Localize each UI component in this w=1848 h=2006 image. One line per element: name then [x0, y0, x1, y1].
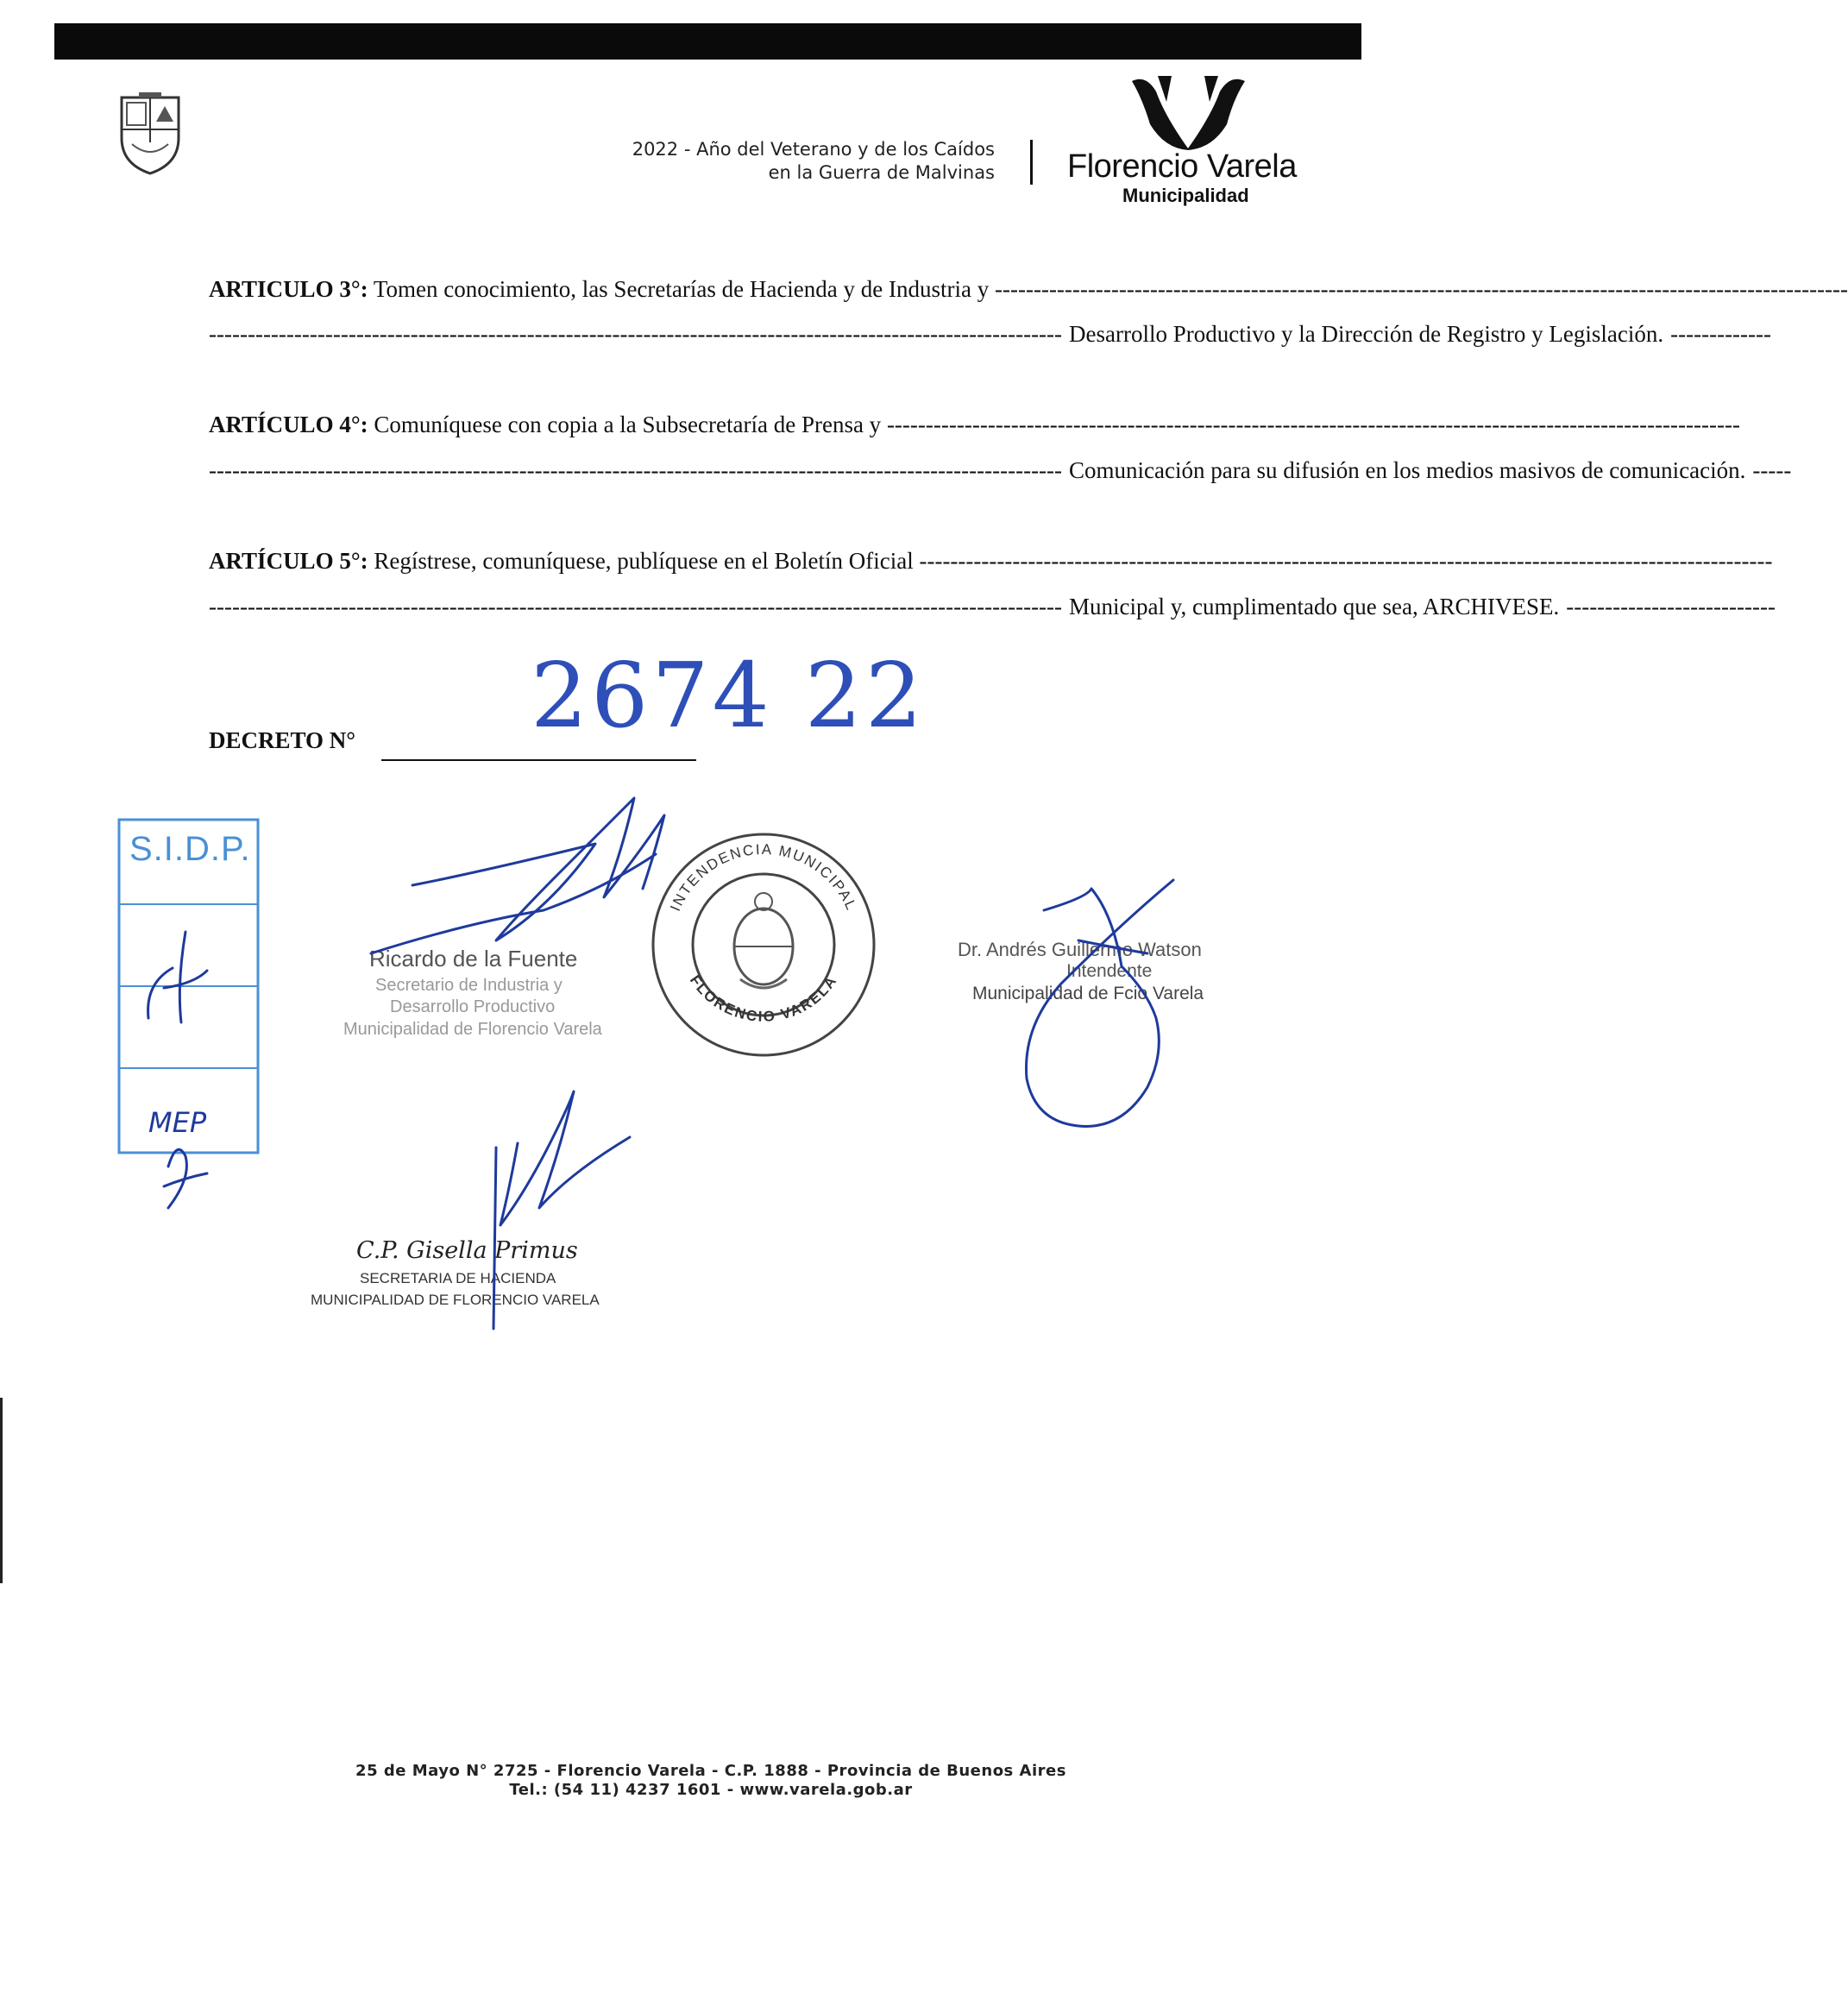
article-5-text1: Regístrese, comuníquese, publíquese en el Boletín Oficial — [368, 548, 920, 574]
signatory-gisella-title2: MUNICIPALIDAD DE FLORENCIO VARELA — [311, 1292, 600, 1308]
header-motto-line2: en la Guerra de Malvinas — [768, 162, 995, 183]
sidp-flourish — [164, 1149, 207, 1208]
header-motto — [632, 138, 995, 185]
article-3-text2: Desarrollo Productivo y la Dirección de Registro y Legislación. — [1069, 321, 1664, 347]
article-4-line1 — [209, 410, 1740, 439]
footer-contact: Tel.: (54 11) 4237 1601 - www.varela.gob.ar — [509, 1781, 913, 1799]
dash-fill: -------------------------------------------------------------------------------------------------------------- — [209, 457, 1063, 483]
municipal-seal — [638, 815, 889, 1066]
header-divider — [1030, 140, 1033, 185]
argentine-coat-of-arms-icon — [734, 893, 793, 988]
dash-fill: -------------------------------------------------------------------------------------------------------------- — [209, 594, 1063, 619]
seal-bottom-text: FLORENCIO VARELA — [686, 972, 841, 1026]
municipal-crest-icon — [116, 91, 184, 177]
article-5-label: ARTÍCULO 5°: — [209, 548, 368, 574]
article-3-line2 — [209, 319, 1772, 349]
decree-number-stamp: 2674 22 — [531, 643, 927, 748]
signatory-andres-title1: Intendente — [1066, 961, 1153, 981]
sidp-label: S.I.D.P. — [129, 830, 251, 868]
dash-fill: -------------------------------------------------------------------------------------------------------------- — [919, 548, 1773, 574]
top-scan-bar — [54, 23, 1361, 60]
signatory-gisella-title1: SECRETARIA DE HACIENDA — [360, 1270, 556, 1286]
article-4-text2: Comunicación para su difusión en los medios masivos de comunicación. — [1069, 457, 1746, 483]
dash-end: --------------------------- — [1566, 594, 1776, 619]
article-4-line2 — [209, 456, 1792, 485]
dash-end: ------------- — [1670, 321, 1772, 347]
logo-subtitle: Municipalidad — [1122, 185, 1249, 206]
signatory-ricardo-name: Ricardo de la Fuente — [369, 946, 578, 972]
footer-address: 25 de Mayo N° 2725 - Florencio Varela - C.P. 1888 - Provincia de Buenos Aires — [355, 1762, 1066, 1780]
signatory-gisella-name: C.P. Gisella Primus — [356, 1237, 578, 1264]
signatory-ricardo-title3: Municipalidad de Florencio Varela — [343, 1020, 602, 1039]
article-3-text1: Tomen conocimiento, las Secretarías de Hacienda y de Industria y — [368, 276, 995, 302]
logo-name: Florencio Varela — [1067, 148, 1297, 185]
seal-top-text: INTENDENCIA MUNICIPAL — [667, 840, 860, 914]
dash-fill: -------------------------------------------------------------------------------------------------------------- — [209, 321, 1063, 347]
signatory-ricardo-title1: Secretario de Industria y — [375, 976, 563, 995]
article-5-line2 — [209, 592, 1776, 621]
decree-label: DECRETO N° — [209, 727, 356, 753]
dash-fill: -------------------------------------------------------------------------------------------------------------- — [886, 412, 1740, 437]
signature-ricardo — [371, 798, 664, 953]
article-3-line1 — [209, 274, 1848, 304]
scan-edge-mark — [0, 1398, 3, 1583]
article-4-label: ARTÍCULO 4°: — [209, 412, 368, 437]
dash-fill: -------------------------------------------------------------------------------------------------------------- — [995, 276, 1848, 302]
header-motto-line1: 2022 - Año del Veterano y de los Caídos — [632, 139, 995, 160]
svg-text:INTENDENCIA MUNICIPAL — [667, 841, 860, 914]
dash-end: ----- — [1752, 457, 1792, 483]
article-5-text2: Municipal y, cumplimentado que sea, ARCHIVESE. — [1069, 594, 1560, 619]
decree-underline — [381, 759, 696, 761]
signatory-andres-title2: Municipalidad de Fcio Varela — [972, 984, 1204, 1003]
article-4-text1: Comuníquese con copia a la Subsecretaría de Prensa y — [368, 412, 887, 437]
signatory-ricardo-title2: Desarrollo Productivo — [390, 997, 556, 1016]
sidp-initials: MEP — [148, 1106, 207, 1139]
article-3-label: ARTICULO 3°: — [209, 276, 368, 302]
signatory-andres-name: Dr. Andrés Guillermo Watson — [958, 939, 1202, 960]
article-5-line1 — [209, 546, 1773, 575]
florencio-varela-logo-icon — [1130, 72, 1247, 152]
svg-text:FLORENCIO VARELA — [687, 972, 840, 1025]
